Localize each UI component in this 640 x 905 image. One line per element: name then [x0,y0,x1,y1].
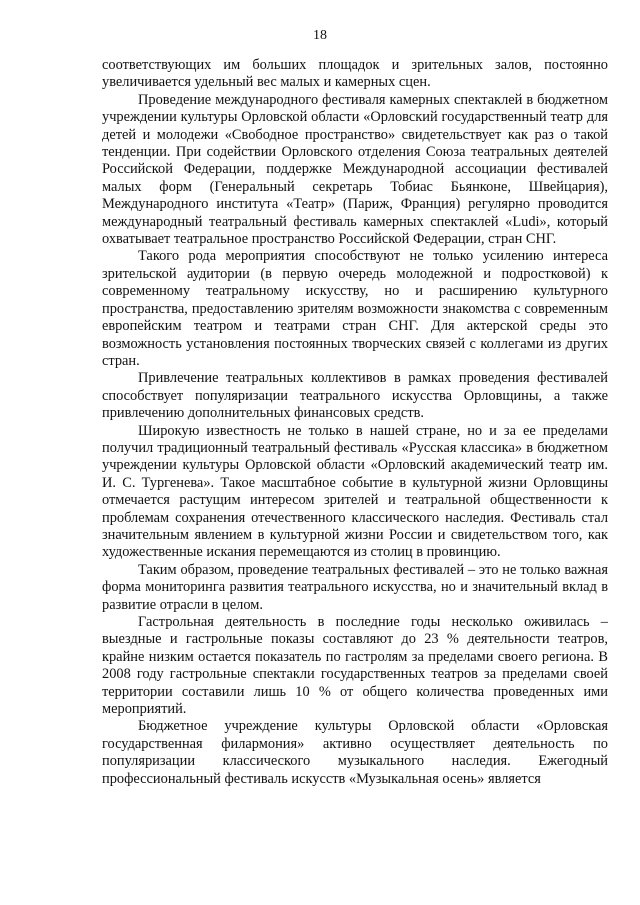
paragraph-russian-classics: Широкую известность не только в нашей стране, но и за ее пределами получил традиционный театральный фестиваль «Русская классика» в бюджетном учреждении культуры Орловской области «Орловский академический театр им. И. С. Тургенева». Такое масштабное событие в культурной жизни Орловщины отмечается растущим интересом зрителей и театральной общественности к проблемам сохранения отечественного классического наследия. Фестиваль стал значительным явлением в культурной жизни России и свидетельством того, как художественные искания перемещаются из столиц в провинцию. [102,422,608,561]
paragraph-audience-interest: Такого рода мероприятия способствуют не только усилению интереса зрительской аудитории (в первую очередь молодежной и подростковой) к современному театральному искусству, но и расширению культурного пространства, предоставлению зрителям возможности знакомства с современным европейским театром и театрами стран СНГ. Для актерской среды это возможность установления постоянных творческих связей с коллегами из других стран. [102,248,608,369]
paragraph-philharmonic: Бюджетное учреждение культуры Орловской области «Орловская государственная филармония» активно осуществляет деятельность по популяризации классического музыкального наследия. Ежегодный профессиональный фестиваль искусств «Музыкальная осень» является [102,718,608,787]
paragraph-conclusion: Таким образом, проведение театральных фестивалей – это не только важная форма мониторинга развития театрального искусства, но и значительный вклад в развитие отрасли в целом. [102,561,608,613]
paragraph-festival-ludi: Проведение международного фестиваля камерных спектаклей в бюджетном учреждении культуры Орловской области «Орловский государственный театр для детей и молодежи «Свободное пространство» свидетельствует как раз о такой тенденции. При содействии Орловского отделения Союза театральных деятелей Российской Федерации, поддержке Международной ассоциации фестивалей малых форм (Генеральный секретарь Тобиас Бьянконе, Швейцария), Международного института «Театр» (Париж, Франция) регулярно проводится международный театральный фестиваль камерных спектаклей «Ludi», который охватывает театральное пространство Российской Федерации, стран СНГ. [102,91,608,248]
paragraph-touring: Гастрольная деятельность в последние годы несколько оживилась – выездные и гастрольные показы составляют до 23 % деятельности театров, крайне низким остается показатель по гастролям за пределами своего региона. В 2008 году гастрольные спектакли государственных театров за пределами своей территории составили лишь 10 % от общего количества проведенных ими мероприятий. [102,614,608,718]
page-number: 18 [313,28,327,43]
document-body [102,57,608,788]
paragraph-continuation: соответствующих им больших площадок и зрительных залов, постоянно увеличивается удельный вес малых и камерных сцен. [102,57,608,91]
paragraph-attraction-collectives: Привлечение театральных коллективов в рамках проведения фестивалей способствует популяризации театрального искусства Орловщины, а также привлечению дополнительных финансовых средств. [102,370,608,422]
